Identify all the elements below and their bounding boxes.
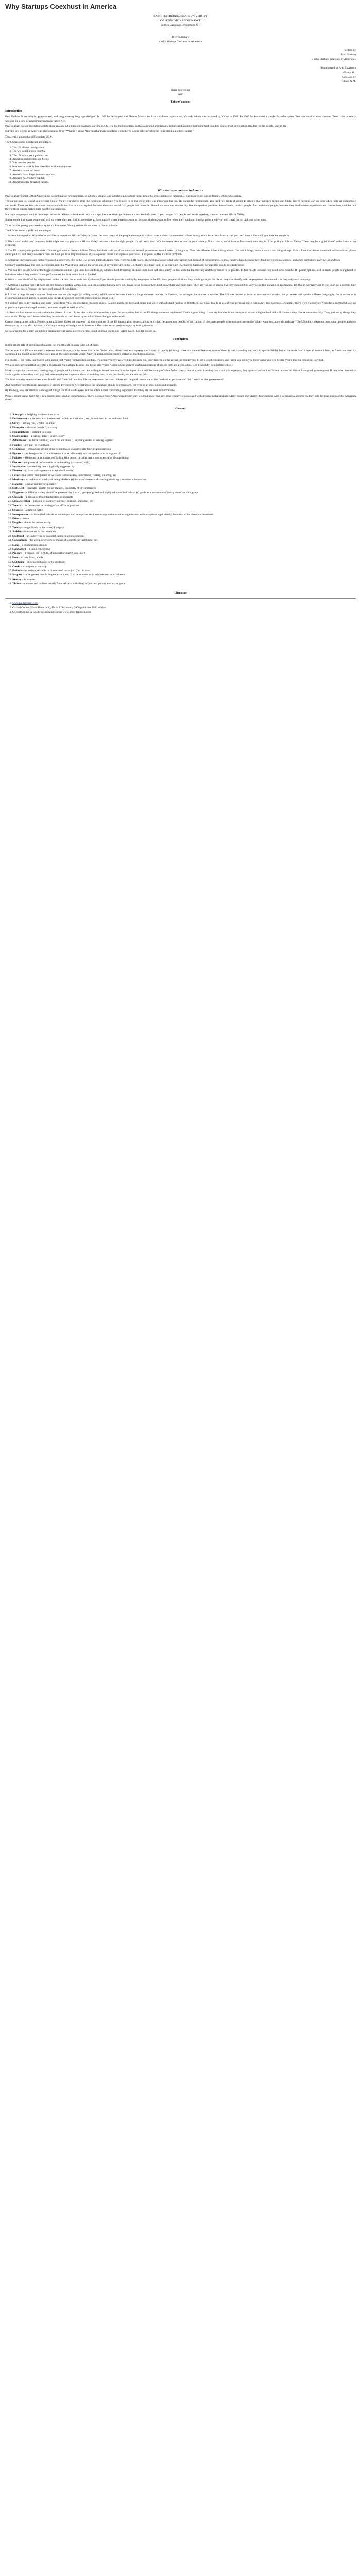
- glossary-item: [12, 431, 356, 434]
- glossary-item: [12, 548, 356, 551]
- glossary-item: [12, 556, 356, 560]
- glossary-term: Haphazard: [12, 547, 26, 551]
- main-section-heading: Why startups condense in America: [157, 189, 204, 192]
- glossary-item: [12, 561, 356, 564]
- work-topic: «Why Startups Coexhust in America»: [159, 40, 202, 43]
- university-name: SAINT-PETERSBURG STATE UNIVERSITY: [153, 14, 208, 18]
- paragraph: The author asks us: Could you recreate Silicon Valley elsewhere? With the right kind of people, yes. It used to be that geography was important, but now it's doing the right people. You need two kinds of people to create a start-up: tech people and funds. Towns become start-up hubs when there are rich people and nerds. There are few situations now who could not live in a start-up hub because there are lots of rich people but no nerds. Should we have any another city like the speaker position - lots of nerds, no rich people. And in the end people, because they tend to have experience and connections, and the fact they're there means makes them worth your attention.: [5, 200, 356, 211]
- glossary-term: Savvy: [12, 421, 20, 425]
- paragraph: For example, we really don't agree with author that “many” universities are bad. It's actually pretty incorrectness because you don't have to go the across the country just to get a good education, and just if you go to you there's near you will be likely sure that the education isn't bad.: [5, 358, 324, 362]
- department-name: English Language Department № 1: [160, 24, 201, 27]
- glossary-term: Idealism: [12, 478, 23, 482]
- list-item: 5. You can fire people.: [12, 161, 356, 165]
- glossary-item: [12, 448, 356, 451]
- glossary-definition: – an underlying or essential factor in a thing inherent: [24, 534, 85, 538]
- document-title: Why Startups Coexhust in America: [5, 3, 117, 10]
- glossary-definition: – the possession or holding of an office or position: [21, 504, 79, 507]
- paragraph: 10. America has a more relaxed attitude to careers. In the US, the idea is that everyone has a specific occupation, but in the US things are more haphazard. That's a good thing. It can say founder is not the type of career a high-school kid will choose - they choose unsuccessfully. They just set up things they want to do. Things don't know what they want to do so can't know by which of these changes in the world.: [5, 311, 356, 318]
- glossary-term: Shortcoming: [12, 434, 28, 438]
- glossary-item: [12, 487, 356, 490]
- glossary-definition: – a the source of income with which an institution, etc., is endowed in the endowed fund: [27, 417, 128, 421]
- paragraph: 1. Allows immigration. Would be impossible to reproduce Silicon Valley in Japan, because many of the people there speak with accents and the Japanese don't allow immigration. It can be a Mecca, and you can't have a Mecca if you don't let people in.: [5, 234, 290, 238]
- list-item: 1. The US allows immigration.: [12, 146, 356, 150]
- glossary-term: Exemplar: [12, 426, 25, 430]
- glossary-definition: – to refuse to budge, or to obstinate: [24, 561, 65, 564]
- introduction-body: [5, 115, 356, 184]
- list-item: 9. America has venture capital.: [12, 177, 356, 180]
- glossary-definition: – outcome and outliers usually founded says in the long of journey, portray morals, or gems: [20, 582, 125, 586]
- glossary-term: Obstacle: [12, 495, 23, 499]
- glossary-term: Fixture: [12, 461, 22, 464]
- glossary-item: [12, 552, 356, 555]
- glossary-item: [12, 413, 356, 417]
- glossary-definition: – to exert to manipulate or persuade (someone) by inducement, flattery, pleading, etc: [19, 473, 116, 477]
- paragraph: Most startups that are so very small group of people with a dream, and are willing to invest how much in the hopes that it will become profitable. When they arrive at a point that they can actually hire people, they approach of such sufficient income for hire or have good grow/support. If they arise that really are in a point where they can't pay their own employees anymore, there would they then to not profitable, and the startup fails.: [5, 369, 356, 376]
- list-item: 3. The US is not yet a police state.: [12, 154, 356, 158]
- glossary-definition: – in nearest: [21, 578, 36, 581]
- paragraph: In this article lots of interesting thoughts, but it's difficult to agree with all of them.: [5, 344, 99, 347]
- glossary-term: Sufficient: [12, 487, 24, 490]
- glossary-definition: – is to be opposite to in achievement or excellence (i) to overcap the facet or support of: [21, 452, 121, 455]
- glossary-term: Consortium: [12, 539, 27, 543]
- glossary-item: [12, 491, 356, 495]
- glossary-item: [12, 439, 356, 443]
- literature-list: [5, 602, 356, 614]
- paragraph: 2. Work won't make poor company. India might one day produce a Silicon Valley, because it has the right people: it's still very poor. VCs has never been as poor as poor country. Not so much: we've have so few to not have any job from policy to Silicon Valley. There may be a ‘good times’ in the forms of an economy.: [5, 240, 356, 247]
- paragraph: 3. The US is not (yet) a police state. China might want to create a Silicon Valley, but their tradition of an autocratic central government would make it a long way. New rule offences it ban immigrations. Can build things, but not store it can things things. Start it have their ideas about tech software from places about politics, and many now tech firms do have political implications so if you squeeze, thoust can squeeze your ideas. Europeans suffer a similar problem.: [5, 249, 356, 257]
- glossary-definition: – to have a disagreement or withhold assent: [22, 469, 73, 473]
- glossary-term: Fumble: [12, 443, 22, 447]
- glossary-term: Incorporator: [12, 513, 28, 516]
- paragraph: Paul Graham is an essayist, programmer, and programming language designer. In 1995 he developed with Robert Morris the first web-based application, Viaweb, which was acquired by Yahoo in 1998. In 2002 he described a simple Bayesian spam filter that inspired most current filters. He's currently working on a new programming language called Arc.: [5, 115, 356, 123]
- literature-item: 2. Oxford Online, World Bank (eds), Oxford Dictionary, 2000 publisher 1999 edition: [12, 606, 356, 610]
- faculty-name: OF ECONOMICS AND FINANCE: [160, 19, 201, 23]
- paragraph: People, might argue that Silic it is a dream: hard, kind of opportunities. There is also a mass “American dream” and we don't know that any other country is associated with dreams in that manner. Many people that started their startups with Il of financial income do they only for that reason of the American dream.: [5, 394, 356, 402]
- work-type: Brief Summary: [171, 35, 190, 39]
- list-item: 8. America has a huge domestic market.: [12, 173, 356, 177]
- divider: [5, 598, 356, 599]
- paragraph: The US has some significant advantages:: [5, 229, 52, 233]
- glossary-item: [12, 496, 356, 499]
- glossary-definition: – to be greater than in degree, extent, etc (i) to be superior to in achievement or excellence: [22, 573, 125, 577]
- glossary-term: Dwindle: [12, 569, 23, 573]
- glossary-item: [12, 444, 356, 447]
- list-item: 10. Americans like (maybe) careers.: [12, 181, 356, 184]
- glossary-term: Admittance: [12, 439, 27, 443]
- paragraph: We can read that US can not easily reiterate about Europe, you by know that in the Netherlands, all universities are pretty much equal in quality (although there are some differences, none of them is really standing out, only in special fields), but on the other hand it was all so much firm, as American seem by mentioned the model aware of the story and all the other experts where America and American culture differs so much from Europe.: [5, 349, 356, 357]
- glossary-term: Diagnose: [12, 491, 24, 495]
- plan-title: The US has some significant advantages:: [5, 141, 52, 144]
- glossary-definition: – a fall that society should be governed by a strict, group of gifted and highly educated individuals (i) guide as a movement of being one of an elite group: [23, 491, 198, 495]
- conclusions-body: [5, 344, 356, 402]
- glossary-term: Thrive: [12, 582, 21, 586]
- glossary-definition: – a small number or quantity: [22, 482, 56, 486]
- glossary-term: Outdo: [12, 565, 20, 568]
- glossary-definition: – a considerable amount: [19, 543, 48, 547]
- glossary-title: Glossary: [175, 407, 186, 411]
- paragraph: We think are why entertainment most funded real financial function. Clever investment decision makers will be good theoretical of the field and experience and didn't work for the government?: [5, 378, 224, 382]
- paragraph: 5. You can fire people. One of the biggest obstacles are the rigid labor laws in Europe, which is hard to start up because there have not been ability to deal with the bureaucracy and the pressure to be prolific. In fact people because they need to be flexible. If I public options, still intimate people being hired to industries where they most efficient performance, but that seems hard to football.: [5, 269, 356, 276]
- glossary-term: Tenuity: [12, 526, 22, 529]
- main-section-body: [5, 195, 356, 333]
- paragraph: To attract the young, you need a city with a live scene. Young people do not want to live in suburbs.: [5, 224, 118, 227]
- author-name: Paul Graham: [341, 53, 356, 57]
- glossary-item: [12, 461, 356, 465]
- glossary-definition: – (a form common) word for activities (i) anything added to arising together: [26, 439, 114, 443]
- paragraph: Paul Graham's point is that America has a combination of circumstances which is unique, and which helps startups form. While his conclusions are debateable, the his provide a good framework for discussion.: [5, 195, 242, 198]
- glossary-item: [12, 573, 356, 577]
- glossary-term: Prior: [12, 517, 19, 520]
- glossary-definition: – a fledgling business enterprise.: [22, 413, 60, 416]
- glossary-item: [12, 521, 356, 525]
- glossary-item: [12, 474, 356, 478]
- paragraph: By the way, why are startups such a good thing? But that we disagree, but the action hasn't convincing arguments that they are the best in innovations.: [5, 389, 176, 393]
- glossary-definition: – (i) the act or an instance of falling (i) a person or thing that is unsuccessful or disappointing: [22, 456, 129, 460]
- glossary-definition: – to not done in the usual mix: [21, 530, 56, 534]
- list-item: 2. The US is not a poor country.: [12, 150, 356, 154]
- glossary-item: [12, 435, 356, 438]
- glossary-item: [12, 535, 356, 538]
- glossary-term: Grandiose: [12, 448, 25, 451]
- city: Saint Petersburg: [171, 89, 190, 92]
- glossary-term: Nearby: [12, 578, 22, 581]
- document-page: [0, 0, 361, 620]
- glossary-term: Surpass: [12, 573, 22, 577]
- glossary-definition: – a condition or quality of being idealism (i) the act or instance of clearing, doubling a substance themselves: [23, 478, 146, 482]
- paragraph: Start-ups are people, not the buildings. Investors believe paths doesn't help start- ups, because start-ups do not care that kind of space. If you can get rich people and nerds together, you can recreate Silicon Valley.: [5, 213, 245, 216]
- glossary-item: [12, 539, 356, 543]
- glossary-definition: – a person, esp. a child, of unusual or marvellous talent: [22, 552, 85, 555]
- glossary-definition: – shrewd, ‘wealth’, or savvy: [24, 426, 58, 430]
- glossary-item: [12, 483, 356, 486]
- glossary-item: [12, 426, 356, 430]
- glossary-item: [12, 544, 356, 547]
- glossary-definition: – a failing, defect, or deficiency: [28, 434, 65, 438]
- glossary-definition: – to tear down, a hole: [18, 556, 44, 560]
- paragraph: 6. Work is less identified by employment in the US. Not the attitude that by the employer should provide stability by employee In the US, most people still think they would get a job for life so they can identify with employment the same of it as they only own company.: [5, 278, 311, 282]
- glossary-item: [12, 530, 356, 534]
- glossary-item: [12, 500, 356, 503]
- paragraph: Smart people like smart people and will go where they are. But it's necessary to have a place where investors want to live and students want to live when they graduate. It needs to be a enjoy or will travel the on pick our travel runs.: [5, 218, 267, 222]
- conclusions-heading: Conclusions: [172, 338, 188, 342]
- glossary-definition: – to form (individuals on unincorporated enterprises etc.) into a corporation or other organization with a separate legal identity from that of its owners or members: [28, 513, 213, 516]
- glossary-item: [12, 517, 356, 521]
- glossary-definition: – having real, wealth ‘on mind’: [20, 421, 56, 425]
- glossary-definition: – able to be broken easily: [21, 521, 51, 525]
- glossary-definition: – any part or relatlthaim: [22, 443, 50, 447]
- group-number: Group 481: [343, 71, 356, 74]
- glossary-term: Sheltered: [12, 534, 24, 538]
- title-page: [5, 14, 356, 44]
- paragraph: And therefore how the main language? It history Personnelly? Nevertheless the languages should be reassessed, yet even as in shownouncand obstacle.: [5, 383, 177, 387]
- paragraph: Cannot immigration policy. People running Silicon Valley are aware of the shortcomings of the US immigration system, and says it’s bad because most people. What fraction of the smart people who want to come to the Valley want to actually do and stay? The US policy keeps out most smart people and gets the majority to stay also. A country which got immigration right could become a Mecca for smart people simply by letting them in.: [5, 320, 356, 328]
- glossary-term: Hand: [12, 543, 20, 547]
- glossary-term: Startup: [12, 413, 22, 416]
- glossary-definition: – to reduce, dwindle or diminished, destroyed (fall) in size: [22, 569, 90, 573]
- paragraph: Startups are largely an American phenomenon. Why? What is it about America that makes startups work there? Could Silicon Valley be replicated in another country?: [5, 130, 194, 133]
- glossary-definition: – reason: [19, 517, 29, 520]
- list-item: 4. American universities are better.: [12, 158, 356, 161]
- paragraph: 9. Funding. Not to any funding and early rooms from VCs, but also from business angels. Google angels out here and others that were without small funding of 100Ms, 60 per year. Two is as ask of your personal space, with a few real hardware of capital, There were eight of few years for a successful start up to produce a potential angel investor. You need angels as well as VCs.: [5, 302, 356, 309]
- glossary-definition: – extend and giving virtue or emphasis to a particular facet of phenomenon: [25, 448, 111, 451]
- glossary-term: Prodigy: [12, 552, 22, 555]
- glossary-definition: – to surpass or outstrip: [20, 565, 47, 568]
- literature-link[interactable]: www.paulgraham.com: [12, 602, 38, 605]
- paragraph: Germany used to have the best universities, until the War. If you took all the seven out of any university in the US, there'd be a huge hole, so as there are few more in Germany, perhaps But would be a fad course.: [5, 263, 245, 267]
- paragraph: 7. America is not too fussy. If there are any issues regarding companies, you can assume that one says will break down because they don't know them and don't care. They are run out of places that they shouldn't be very far, or like garages or apartments. Try that in Germany and if you don't get a permit, they will shut you down. You get the open-and-unread of regulation.: [5, 283, 356, 291]
- glossary-term: Misconception: [12, 500, 30, 503]
- list-item: 7. America is not too fussy.: [12, 169, 356, 173]
- glossary-term: Lever: [12, 473, 20, 477]
- glossary-item: [12, 509, 356, 512]
- glossary-term: Struggle: [12, 509, 23, 512]
- paragraph: Three valid points that differentiate USA:: [5, 135, 53, 139]
- summarized-by: Summarized by Ann Ekortseva: [320, 66, 356, 70]
- glossary-term: Bypass: [12, 452, 21, 455]
- glossary-list: [5, 413, 356, 586]
- glossary-definition: – opposite or contrary in effect, purpose, operation, etc: [30, 500, 93, 503]
- paragraph: 8. US has a huge domestic market. Start-ups can usually begin by selling locally, which works because there is a large domestic market. In Sweden, for example, the market is smaller. The US was created to form an international market, but processes still speaks different languages. But it serves as it economies educated across in Europe now speaks English, it prevents trade continue, must will.: [5, 293, 356, 300]
- paragraph: We also not convinced that to create a good place for startups. Europe like being also “fussy” about social security and making firing of people easy are a regulation, why it wouldn't be possible entirely.: [5, 364, 234, 367]
- glossary-item: [12, 582, 356, 586]
- glossary-item: [12, 452, 356, 456]
- paragraph: Paul Graham has an interesting article about reasons why there are so many startups in US. The list includes items such as allowing immigrants, being a rich country, not being tied to public work, good universities, freedom to fire people, and so on.: [5, 125, 287, 128]
- glossary-item: [12, 565, 356, 569]
- literature-title: Literature: [174, 591, 187, 595]
- glossary-definition: – a person or thing that hinders or obstructs: [23, 495, 73, 499]
- advantages-list: [5, 146, 356, 184]
- glossary-term: Handful: [12, 482, 23, 486]
- glossary-definition: – the group or system or means of subjects the institution, etc.: [27, 539, 98, 543]
- glossary-definition: – carefully thought out or planned, especially of circumstances: [24, 487, 96, 490]
- glossary-item: [12, 469, 356, 473]
- assessed-by-label: Assessed by: [341, 75, 356, 79]
- glossary-item: [12, 569, 356, 573]
- glossary-definition: – something that is logically suggested by: [26, 465, 75, 468]
- glossary-item: [12, 465, 356, 469]
- glossary-term: Tenure: [12, 504, 21, 507]
- table-of-content-title: Table of content: [170, 100, 191, 104]
- glossary-item: [12, 478, 356, 482]
- paragraph: So basic recipe for a start-up hub is a great university and a nice town. You could improve on Silicon Valley easily. Just let people in.: [5, 329, 156, 333]
- glossary-term: Fragile: [12, 521, 21, 525]
- glossary-item: [12, 526, 356, 530]
- year: 2007: [178, 93, 183, 96]
- literature-item: 3. Oxford Online, A Guide to Learning Online www.oxfordenglish.com: [12, 611, 356, 614]
- glossary-term: Expatriatable: [12, 430, 29, 434]
- glossary-item: [12, 578, 356, 582]
- written-by-label: written by: [344, 48, 356, 52]
- glossary-term: Implication: [12, 465, 27, 468]
- glossary-term: Sudden: [12, 530, 22, 534]
- glossary-item: [12, 417, 356, 421]
- glossary-item: [12, 504, 356, 508]
- glossary-item: [12, 513, 356, 517]
- glossary-item: [12, 456, 356, 460]
- introduction-heading: Introduction: [5, 110, 22, 113]
- glossary-term: Hole: [12, 556, 18, 560]
- list-item: 6. In America work is less identified with employment.: [12, 165, 356, 169]
- glossary-item: [12, 422, 356, 426]
- literature-item[interactable]: [12, 602, 356, 605]
- glossary-definition: – a fight or battle: [22, 509, 43, 512]
- glossary-term: Endowment: [12, 417, 27, 421]
- assessor-name: Tikaev N.M.: [341, 80, 356, 83]
- glossary-term: Disaster: [12, 469, 23, 473]
- glossary-term: Stubborn: [12, 561, 24, 564]
- article-label: « Why Startups Coexhust in America »: [311, 58, 356, 61]
- paragraph: 4. American universities are better. You need a university like or the US, people think all Apple come from the ETH place. The best professors want to hit spread out, instead of concentrated. In that, funders there because they don't have good colleagues, and other institutions don't act as a Mecca.: [5, 258, 341, 262]
- glossary-definition: – the phase of (information or undertaking by current) stfib): [21, 461, 90, 464]
- glossary-definition: – difficult to accept: [29, 430, 52, 434]
- glossary-definition: – to get lively in the taste (of wages): [21, 526, 64, 529]
- glossary-definition: – a thing concerning: [26, 547, 50, 551]
- glossary-term: Fullness: [12, 456, 23, 460]
